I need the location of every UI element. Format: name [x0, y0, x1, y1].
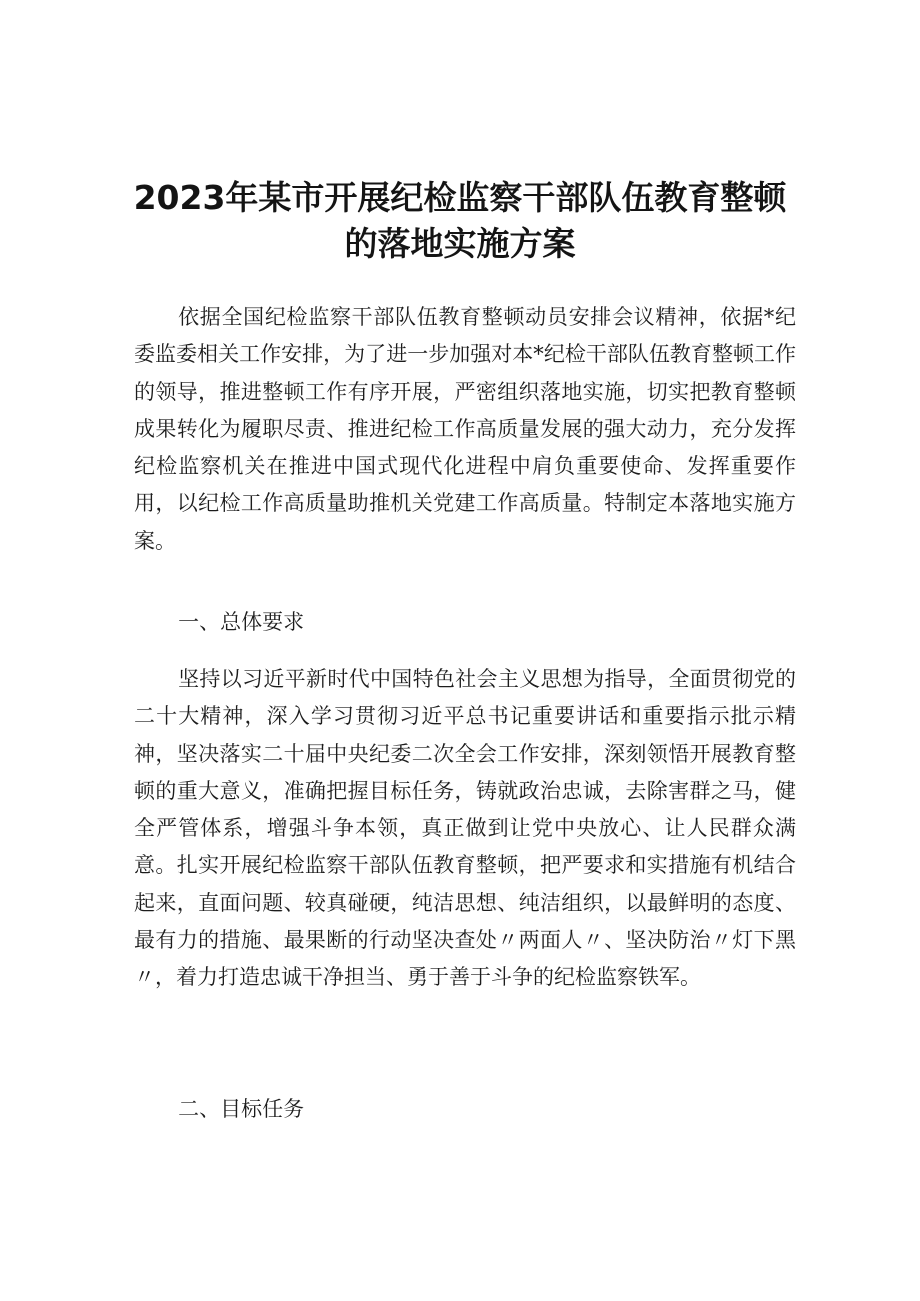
document-title-line-1: 2023年某市开展纪检监察干部队伍教育整顿 [133, 178, 787, 217]
section-heading-goals-tasks: 二、目标任务 [178, 1097, 305, 1121]
section-heading-overall-requirements: 一、总体要求 [178, 610, 305, 634]
intro-paragraph: 依据全国纪检监察干部队伍教育整顿动员安排会议精神，依据*纪委监委相关工作安排，为了进一步加强对本*纪检干部队伍教育整顿工作的领导，推进整顿工作有序开展，严密组织落地实施，切实把教育整顿成果转化为履职尽责、推进纪检工作高质量发展的强大动力，充分发挥纪检监察机关在推进中国式现代化进程中肩负重要使命、发挥重要作用，以纪检工作高质量助推机关党建工作高质量。特制定本落地实施方案。 [134, 305, 796, 553]
overall-requirements-paragraph: 坚持以习近平新时代中国特色社会主义思想为指导，全面贯彻党的二十大精神，深入学习贯彻习近平总书记重要讲话和重要指示批示精神，坚决落实二十届中央纪委二次全会工作安排，深刻领悟开展教育整顿的重大意义，准确把握目标任务，铸就政治忠诚，去除害群之马，健全严管体系，增强斗争本领，真正做到让党中央放心、让人民群众满意。扎实开展纪检监察干部队伍教育整顿，把严要求和实措施有机结合起来，直面问题、较真碰硬，纯洁思想、纯洁组织，以最鲜明的态度、最有力的措施、最果断的行动坚决查处〃两面人〃、坚决防治〃灯下黑〃，着力打造忠诚干净担当、勇于善于斗争的纪检监察铁军。 [134, 667, 796, 990]
document-title-line-2: 的落地实施方案 [344, 224, 576, 263]
